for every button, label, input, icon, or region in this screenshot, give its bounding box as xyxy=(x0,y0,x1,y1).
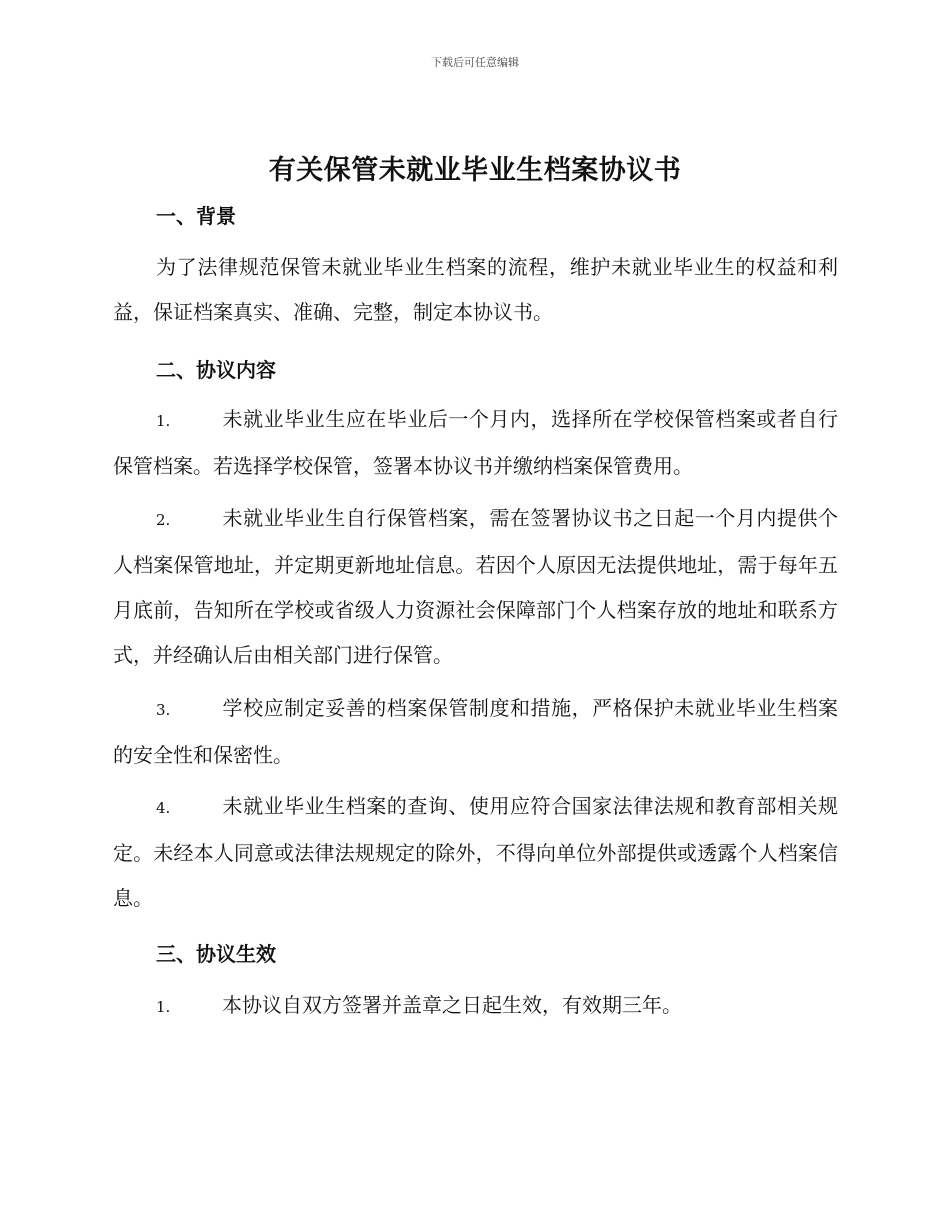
agreement-item-2 xyxy=(113,496,838,678)
item-number: 1. xyxy=(156,998,171,1016)
item-text: 学校应制定妥善的档案保管制度和措施，严格保护未就业毕业生档案的安全性和保密性。 xyxy=(113,696,838,767)
page-header-note: 下载后可任意编辑 xyxy=(431,56,519,69)
item-number: 4. xyxy=(156,799,171,817)
item-number: 1. xyxy=(156,412,171,430)
agreement-item-4 xyxy=(113,784,838,921)
section-heading-effectiveness: 三、协议生效 xyxy=(156,942,276,966)
section-heading-agreement-content: 二、协议内容 xyxy=(156,358,276,382)
effectiveness-item-1 xyxy=(113,983,838,1030)
item-text: 本协议自双方签署并盖章之日起生效，有效期三年。 xyxy=(222,993,682,1017)
section-heading-background: 一、背景 xyxy=(156,204,236,228)
item-number: 3. xyxy=(156,701,171,719)
item-text: 未就业毕业生自行保管档案，需在签署协议书之日起一个月内提供个人档案保管地址，并定期更新地址信息。若因个人原因无法提供地址，需于每年五月底前，告知所在学校或省级人力资源社会保障部门个人档案存放的地址和联系方式，并经确认后由相关部门进行保管。 xyxy=(113,506,838,667)
background-paragraph: 为了法律规范保管未就业毕业生档案的流程，维护未就业毕业生的权益和利益，保证档案真实、准确、完整，制定本协议书。 xyxy=(113,255,838,324)
agreement-item-3 xyxy=(113,686,838,778)
item-text: 未就业毕业生应在毕业后一个月内，选择所在学校保管档案或者自行保管档案。若选择学校保管，签署本协议书并缴纳档案保管费用。 xyxy=(113,407,838,478)
item-number: 2. xyxy=(156,511,171,529)
document-title: 有关保管未就业毕业生档案协议书 xyxy=(268,155,682,186)
agreement-item-1 xyxy=(113,397,838,489)
item-text: 未就业毕业生档案的查询、使用应符合国家法律法规和教育部相关规定。未经本人同意或法律法规规定的除外，不得向单位外部提供或透露个人档案信息。 xyxy=(113,794,838,910)
